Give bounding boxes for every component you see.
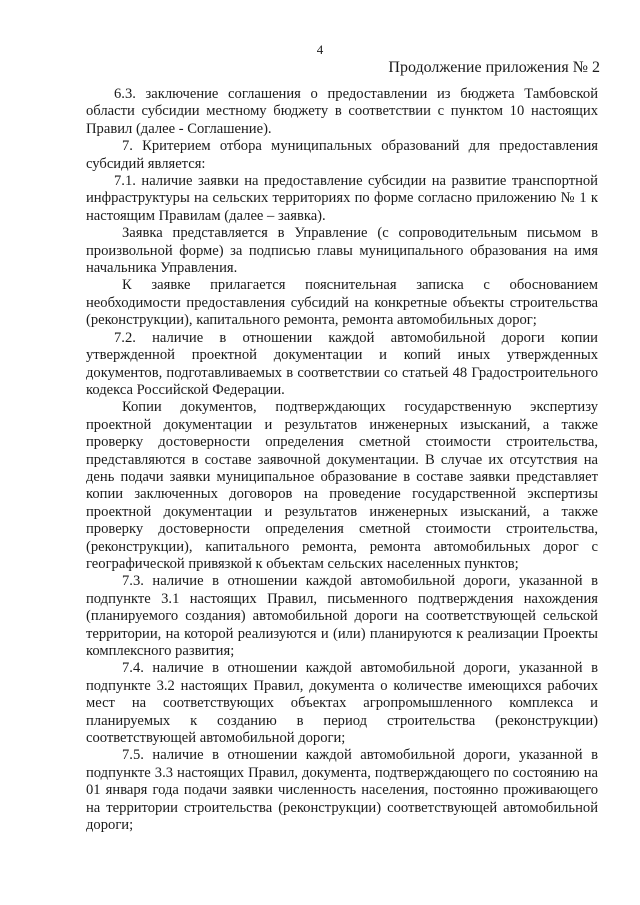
paragraph-7-2: 7.2. наличие в отношении каждой автомобильной дороги копии утвержденной проектной документации и копий иных утвержденных документов, подготавливаемых в соответствии со статьей 48 Градостроительного кодекса Российской Федерации. [86, 329, 598, 398]
paragraph-7: 7. Критерием отбора муниципальных образований для предоставления субсидий является: [86, 138, 598, 172]
paragraph-explanatory-note: К заявке прилагается пояснительная записка с обоснованием необходимости предоставления субсидий на конкретные объекты строительства (реконструкции), капитального ремонта, ремонта автомобильных дорог; [86, 277, 598, 329]
paragraph-expertise-copies: Копии документов, подтверждающих государственную экспертизу проектной документации и результатов инженерных изысканий, а также проверку достоверности определения сметной стоимости строительства, представляются в составе заявочной документации. В случае их отсутствия на день подачи заявки муниципальное образование в составе заявки представляет копии заключенных договоров на проведение государственной экспертизы проектной документации и результатов инженерных изысканий, а также проверку достоверности определения сметной стоимости строительства, (реконструкции), капитального ремонта, ремонта автомобильных дорог с географической привязкой к объектам сельских населенных пунктов; [86, 399, 598, 572]
appendix-header: Продолжение приложения № 2 [388, 59, 600, 76]
page-number: 4 [316, 42, 324, 57]
paragraph-application-submission: Заявка представляется в Управление (с сопроводительным письмом в произвольной форме) за подписью главы муниципального образования на имя начальника Управления. [86, 225, 598, 277]
document-body [86, 86, 598, 834]
paragraph-7-1: 7.1. наличие заявки на предоставление субсидии на развитие транспортной инфраструктуры на сельских территориях по форме согласно приложению № 1 к настоящим Правилам (далее – заявка). [86, 173, 598, 224]
paragraph-7-4: 7.4. наличие в отношении каждой автомобильной дороги, указанной в подпункте 3.2 настоящих Правил, документа о количестве имеющихся рабочих мест на соответствующих объектах агропромышленного комплекса и планируемых к созданию в период строительства (реконструкции) соответствующей автомобильной дороги; [86, 660, 598, 747]
paragraph-6-3: 6.3. заключение соглашения о предоставлении из бюджета Тамбовской области субсидии местному бюджету в соответствии с пунктом 10 настоящих Правил (далее - Соглашение). [86, 86, 598, 137]
paragraph-7-5: 7.5. наличие в отношении каждой автомобильной дороги, указанной в подпункте 3.3 настоящих Правил, документа, подтверждающего по состоянию на 01 января года подачи заявки численность населения, постоянно проживающего на территории строительства (реконструкции) соответствующей автомобильной дороги; [86, 747, 598, 834]
paragraph-7-3: 7.3. наличие в отношении каждой автомобильной дороги, указанной в подпункте 3.1 настоящих Правил, письменного подтверждения нахождения (планируемого создания) автомобильной дороги на соответствующей сельской территории, на которой реализуются и (или) планируются к реализации Проекты комплексного развития; [86, 573, 598, 659]
